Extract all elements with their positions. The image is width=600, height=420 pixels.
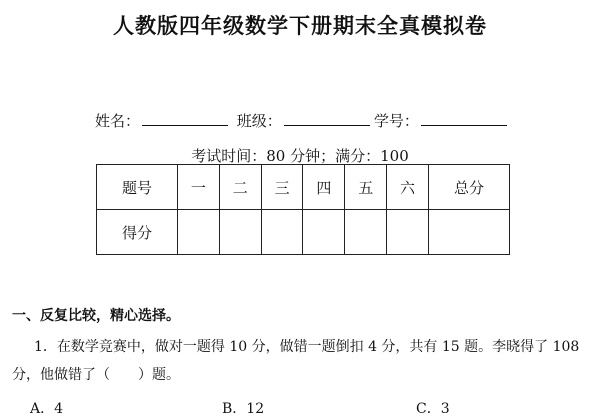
question-1 <box>12 333 592 389</box>
header-cell: 三 <box>261 165 303 210</box>
score-table-score-row <box>97 210 510 255</box>
header-cell: 五 <box>345 165 387 210</box>
question-1-line-2: 分，他做错了（ ）题。 <box>12 367 180 383</box>
score-cell[interactable] <box>219 210 261 255</box>
section-title: 一、反复比较，精心选择。 <box>12 308 180 324</box>
score-table-header-row <box>97 165 510 210</box>
option-c[interactable]: C．3 <box>416 401 450 417</box>
option-a[interactable]: A．4 <box>30 401 64 417</box>
score-cell[interactable] <box>178 210 220 255</box>
score-table <box>96 164 510 255</box>
student-id-label: 学号： <box>373 112 419 130</box>
name-blank[interactable] <box>142 111 228 126</box>
header-cell: 二 <box>219 165 261 210</box>
page-title: 人教版四年级数学下册期末全真模拟卷 <box>113 14 487 38</box>
score-cell[interactable] <box>345 210 387 255</box>
question-1-line-1: 1．在数学竞赛中，做对一题得 10 分，做错一题倒扣 4 分，共有 15 题。李晓得了 108 <box>34 339 580 355</box>
score-cell[interactable] <box>261 210 303 255</box>
header-cell: 六 <box>387 165 429 210</box>
score-cell[interactable] <box>303 210 345 255</box>
header-cell: 一 <box>178 165 220 210</box>
header-cell: 题号 <box>97 165 178 210</box>
score-label-cell: 得分 <box>97 210 178 255</box>
score-cell[interactable] <box>387 210 429 255</box>
class-blank[interactable] <box>284 111 370 126</box>
student-info-row <box>95 110 511 131</box>
option-b[interactable]: B．12 <box>222 401 265 417</box>
exam-info: 考试时间：80 分钟；满分：100 <box>191 147 409 165</box>
name-label: 姓名： <box>95 112 141 130</box>
header-cell: 四 <box>303 165 345 210</box>
class-label: 班级： <box>236 112 282 130</box>
student-id-blank[interactable] <box>421 111 507 126</box>
header-cell: 总分 <box>428 165 509 210</box>
score-cell[interactable] <box>428 210 509 255</box>
